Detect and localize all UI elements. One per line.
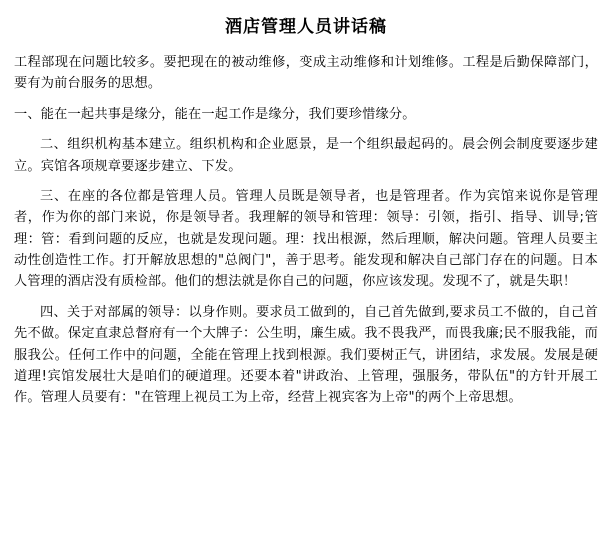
paragraph-5: 四、关于对部属的领导：以身作则。要求员工做到的，自己首先做到,要求员工不做的，自己首先不做。保定直隶总督府有一个大牌子：公生明，廉生威。我不畏我严，而畏我廉;民不服我能，而服我公。任何工作中的问题，全能在管理上找到根源。我们要树正气，讲团结，求发展。发展是硬道理!宾馆发展壮大是咱们的硬道理。还要本着"讲政治、上管理，强服务，带队伍"的方针开展工作。管理人员要有："在管理上视员工为上帝，经营上视宾客为上帝"的两个上帝思想。 [14,304,598,406]
paragraph-2: 一、能在一起共事是缘分，能在一起工作是缘分，我们要珍惜缘分。 [14,106,416,122]
page-title: 酒店管理人员讲话稿 [225,17,387,37]
paragraph-3: 二、组织机构基本建立。组织机构和企业愿景，是一个组织最起码的。晨会例会制度要逐步建立。宾馆各项规章要逐步建立、下发。 [14,137,598,174]
paragraph-4: 三、在座的各位都是管理人员。管理人员既是领导者，也是管理者。作为宾馆来说你是管理者，作为你的部门来说，你是领导者。我理解的领导和管理：领导：引领，指引、指导、训导;管理：管：看到问题的反应，也就是发现问题。理：找出根源，然后理顺，解决问题。管理人员要主动性创造性工作。打开解放思想的"总阀门"，善于思考。能发现和解决自己部门存在的问题。日本人管理的酒店没有质检部。他们的想法就是你自己的问题，你应该发现。发现不了，就是失职！ [14,188,598,290]
paragraph-1: 工程部现在问题比较多。要把现在的被动维修，变成主动维修和计划维修。工程是后勤保障部门，要有为前台服务的思想。 [14,55,598,92]
